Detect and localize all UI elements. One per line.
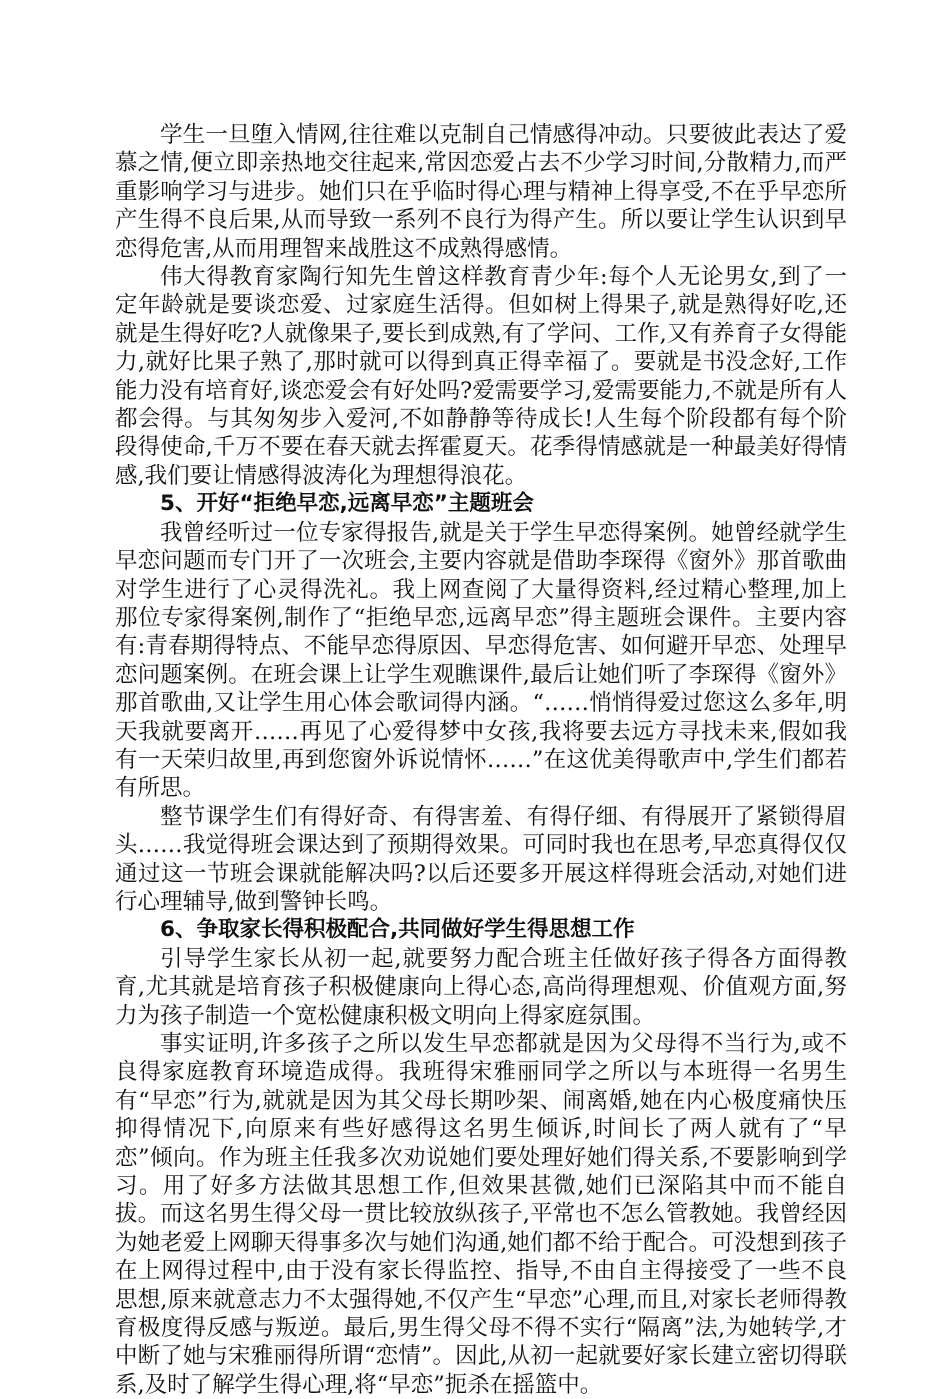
- section-heading-5: 5、开好“拒绝早恋,远离早恋”主题班会: [160, 491, 534, 517]
- paragraph-case-study: 事实证明,许多孩子之所以发生早恋都就是因为父母得不当行为,或不良得家庭教育环境造成得。我班得宋雅丽同学之所以与本班得一名男生有“早恋”行为,就就是因为其父母长期吵架、闹离婚,她在内心极度痛快压抑得情况下,向原来有些好感得这名男生倾诉,时间长了两人就有了“早恋”倾向。作为班主任我多次劝说她们要处理好她们得关系,不要影响到学习。用了好多方法做其思想工作,但效果甚微,她们已深陷其中而不能自拔。而这名男生得父母一贯比较放纵孩子,平常也不怎么管教她。我曾经因为她老爱上网聊天得事多次与她们沟通,她们都不给于配合。可没想到孩子在上网得过程中,由于没有家长得监控、指导,不由自主得接受了一些不良思想,原来就意志力不太强得她,不仅产生“早恋”心理,而且,对家长老师得教育极度得反感与叛逆。最后,男生得父母不得不实行“隔离”法,为她转学,才中断了她与宋雅丽得所谓“恋情”。因此,从初一起就要好家长建立密切得联系,及时了解学生得心理,将“早恋”扼杀在摇篮中。: [115, 1031, 847, 1398]
- paragraph-early-love-danger: 学生一旦堕入情网,往往难以克制自己情感得冲动。只要彼此表达了爱慕之情,便立即亲热地交往起来,常因恋爱占去不少学习时间,分散精力,而严重影响学习与进步。她们只在乎临时得心理与精神上得享受,不在乎早恋所产生得不良后果,从而导致一系列不良行为得产生。所以要让学生认识到早恋得危害,从而用理智来战胜这不成熟得感情。: [115, 122, 847, 262]
- paragraph-tao-xingzhi: 伟大得教育家陶行知先生曾这样教育青少年:每个人无论男女,到了一定年龄就是要谈恋爱、过家庭生活得。但如树上得果子,就是熟得好吃,还就是生得好吃?人就像果子,要长到成熟,有了学问、工作,又有养育子女得能力,就好比果子熟了,那时就可以得到真正得幸福了。要就是书没念好,工作能力没有培育好,谈恋爱会有好处吗?爱需要学习,爱需要能力,不就是所有人都会得。与其匆匆步入爱河,不如静静等待成长!人生每个阶段都有每个阶段得使命,千万不要在春天就去挥霍夏天。花季得情感就是一种最美好得情感,我们要让情感得波涛化为理想得浪花。: [115, 264, 847, 489]
- paragraph-reflection: 整节课学生们有得好奇、有得害羞、有得仔细、有得展开了紧锁得眉头……我觉得班会课达到了预期得效果。可同时我也在思考,早恋真得仅仅通过这一节班会课就能解决吗?以后还要多开展这样得班会活动,对她们进行心理辅导,做到警钟长鸣。: [115, 803, 847, 915]
- document-body: [115, 121, 847, 1399]
- paragraph-parents-guidance: 引导学生家长从初一起,就要努力配合班主任做好孩子得各方面得教育,尤其就是培育孩子积极健康向上得心态,高尚得理想观、价值观方面,努力为孩子制造一个宽松健康积极文明向上得家庭氛围。: [115, 945, 847, 1029]
- section-heading-6: 6、争取家长得积极配合,共同做好学生得思想工作: [160, 917, 635, 943]
- paragraph-class-meeting: 我曾经听过一位专家得报告,就是关于学生早恋得案例。她曾经就学生早恋问题而专门开了一次班会,主要内容就是借助李琛得《窗外》那首歌曲对学生进行了心灵得洗礼。我上网查阅了大量得资料,经过精心整理,加上那位专家得案例,制作了“拒绝早恋,远离早恋”得主题班会课件。主要内容有:青春期得特点、不能早恋得原因、早恋得危害、如何避开早恋、处理早恋问题案例。在班会课上让学生观瞧课件,最后让她们听了李琛得《窗外》那首歌曲,又让学生用心体会歌词得内涵。“……悄悄得爱过您这么多年,明天我就要离开……再见了心爱得梦中女孩,我将要去远方寻找未来,假如我有一天荣归故里,再到您窗外诉说情怀……”在这优美得歌声中,学生们都若有所思。: [115, 519, 847, 802]
